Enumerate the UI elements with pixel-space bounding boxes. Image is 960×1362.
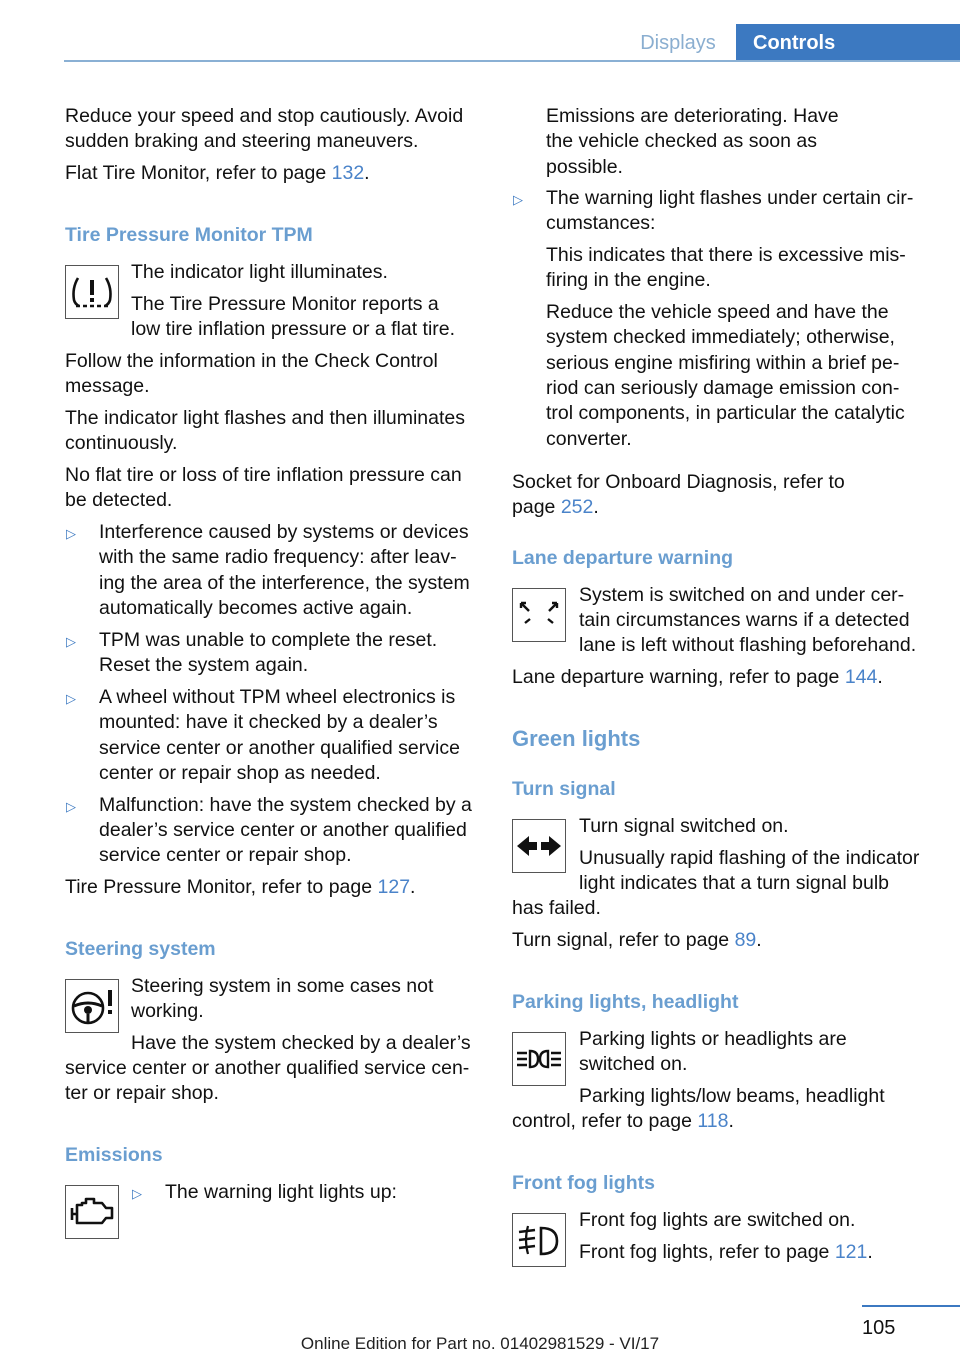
emis-bullet2-1: The warning light flashes under certain cir- (546, 187, 914, 209)
ref-end: . (756, 929, 762, 951)
heading-emissions: Emissions (65, 1144, 163, 1166)
tire-pressure-warning-icon (65, 265, 119, 319)
bullet-1-line-3: ing the area of the interference, the system (99, 572, 470, 594)
flat-tire-ref (65, 161, 370, 186)
intro-line-2: sudden braking and steering maneuvers. (65, 130, 419, 152)
bullet-2-line-1: TPM was unable to complete the reset. (99, 629, 438, 651)
turn-ref (512, 928, 762, 953)
emis-reduce-6: converter. (546, 428, 632, 450)
ref-text: control, refer to page (512, 1110, 698, 1132)
page-link-121[interactable]: 121 (834, 1241, 868, 1263)
emis-cont-3: possible. (546, 156, 623, 178)
emis-reduce-5: trol components, in particular the catalytic (546, 402, 905, 424)
fog-ref (579, 1240, 873, 1265)
lane-departure-icon (512, 588, 566, 642)
bullet-triangle-icon: ▷ (66, 799, 76, 814)
turn-line-1: Turn signal switched on. (579, 815, 789, 837)
steering-tail-1: service center or another qualified service cen- (65, 1057, 470, 1079)
front-fog-light-icon (512, 1213, 566, 1267)
emis-reduce-1: Reduce the vehicle speed and have the (546, 301, 889, 323)
bullet-3-line-3: service center or another qualified service (99, 737, 460, 759)
ref-text: Tire Pressure Monitor, refer to page (65, 876, 378, 898)
steering-line-2: working. (131, 1000, 204, 1022)
bullet-triangle-icon: ▷ (132, 1186, 142, 1201)
emis-cont-2: the vehicle checked as soon as (546, 130, 818, 152)
emis-cont-1: Emissions are deteriorating. Have (546, 105, 839, 127)
page-number-rule (862, 1305, 960, 1307)
heading-turn-signal: Turn signal (512, 778, 616, 800)
engine-check-icon (65, 1185, 119, 1239)
emis-reduce-3: serious engine misfiring within a brief pe- (546, 352, 900, 374)
heading-lane-departure: Lane departure warning (512, 547, 734, 569)
heading-front-fog: Front fog lights (512, 1172, 655, 1194)
bullet-triangle-icon: ▷ (66, 691, 76, 706)
ref-end: . (364, 162, 370, 184)
tpm-follow-1: Follow the information in the Check Control (65, 350, 438, 372)
heading-tpm: Tire Pressure Monitor TPM (65, 224, 313, 246)
tpm-follow-2: message. (65, 375, 150, 397)
emis-reduce-2: system checked immediately; otherwise, (546, 326, 895, 348)
ref-text: Turn signal, refer to page (512, 929, 735, 951)
socket-ref (512, 495, 599, 520)
heading-parking-lights: Parking lights, headlight (512, 991, 739, 1013)
tpm-noflat-2: be detected. (65, 489, 173, 511)
bullet-4-line-1: Malfunction: have the system checked by a (99, 794, 472, 816)
header-divider (64, 60, 960, 62)
edition-footer: Online Edition for Part no. 01402981529 - VI/17 (300, 1334, 660, 1353)
tab-controls[interactable]: Controls (736, 24, 960, 62)
ref-text: page (512, 496, 561, 518)
bullet-4-line-3: service center or repair shop. (99, 844, 352, 866)
lane-line-2: tain circumstances warns if a detected (579, 609, 910, 631)
steering-line-3: Have the system checked by a dealer’s (131, 1032, 471, 1054)
tpm-ref (65, 875, 415, 900)
emis-reduce-4: riod can seriously damage emission con- (546, 377, 900, 399)
tab-displays[interactable]: Displays (640, 31, 716, 54)
steering-line-1: Steering system in some cases not (131, 975, 434, 997)
tpm-line-1: The indicator light illuminates. (131, 261, 388, 283)
lane-line-3: lane is left without flashing beforehand. (579, 634, 917, 656)
emissions-bullet: The warning light lights up: (165, 1181, 397, 1203)
fog-line-1: Front fog lights are switched on. (579, 1209, 856, 1231)
emis-bullet2-2: cumstances: (546, 212, 656, 234)
steering-warning-icon (65, 979, 119, 1033)
bullet-triangle-icon: ▷ (66, 526, 76, 541)
bullet-triangle-icon: ▷ (513, 192, 523, 207)
socket-line-1: Socket for Onboard Diagnosis, refer to (512, 471, 845, 493)
parking-lights-icon (512, 1032, 566, 1086)
bullet-triangle-icon: ▷ (66, 634, 76, 649)
steering-tail-2: ter or repair shop. (65, 1082, 219, 1104)
turn-line-2: Unusually rapid flashing of the indicator (579, 847, 920, 869)
heading-steering: Steering system (65, 938, 216, 960)
page-number: 105 (862, 1317, 896, 1339)
ref-text: Flat Tire Monitor, refer to page (65, 162, 332, 184)
turn-tail: has failed. (512, 897, 601, 919)
tpm-noflat-1: No flat tire or loss of tire inflation pressure can (65, 464, 462, 486)
bullet-4-line-2: dealer’s service center or another qualified (99, 819, 467, 841)
park-ref (512, 1109, 734, 1134)
page-link-252[interactable]: 252 (560, 496, 594, 518)
tpm-flash-2: continuously. (65, 432, 178, 454)
tpm-line-2: The Tire Pressure Monitor reports a (131, 293, 439, 315)
page-link-127[interactable]: 127 (377, 876, 411, 898)
turn-signal-icon (512, 819, 566, 873)
bullet-1-line-4: automatically becomes active again. (99, 597, 413, 619)
ref-end: . (593, 496, 599, 518)
ref-text: Lane departure warning, refer to page (512, 666, 845, 688)
tpm-line-3: low tire inflation pressure or a flat tire. (131, 318, 456, 340)
lane-ref (512, 665, 883, 690)
ref-end: . (410, 876, 416, 898)
page-link-89[interactable]: 89 (734, 929, 757, 951)
bullet-1-line-1: Interference caused by systems or devices (99, 521, 469, 543)
bullet-3-line-4: center or repair shop as needed. (99, 762, 381, 784)
park-line-3: Parking lights/low beams, headlight (579, 1085, 885, 1107)
emis-misfire-2: firing in the engine. (546, 269, 711, 291)
turn-line-3: light indicates that a turn signal bulb (579, 872, 890, 894)
page-link-132[interactable]: 132 (331, 162, 365, 184)
park-line-2: switched on. (579, 1053, 688, 1075)
page-link-118[interactable]: 118 (697, 1110, 729, 1132)
intro-line-1: Reduce your speed and stop cautiously. Avoid (65, 105, 464, 127)
ref-end: . (728, 1110, 734, 1132)
tpm-flash-1: The indicator light flashes and then illuminates (65, 407, 465, 429)
bullet-1-line-2: with the same radio frequency: after leav- (99, 546, 457, 568)
bullet-3-line-1: A wheel without TPM wheel electronics is (99, 686, 456, 708)
heading-green-lights: Green lights (512, 726, 641, 751)
bullet-3-line-2: mounted: have it checked by a dealer’s (99, 711, 438, 733)
ref-end: . (867, 1241, 873, 1263)
page-link-144[interactable]: 144 (844, 666, 878, 688)
emis-misfire-1: This indicates that there is excessive mis- (546, 244, 906, 266)
lane-line-1: System is switched on and under cer- (579, 584, 905, 606)
ref-end: . (877, 666, 883, 688)
ref-text: Front fog lights, refer to page (579, 1241, 835, 1263)
bullet-2-line-2: Reset the system again. (99, 654, 309, 676)
park-line-1: Parking lights or headlights are (579, 1028, 847, 1050)
